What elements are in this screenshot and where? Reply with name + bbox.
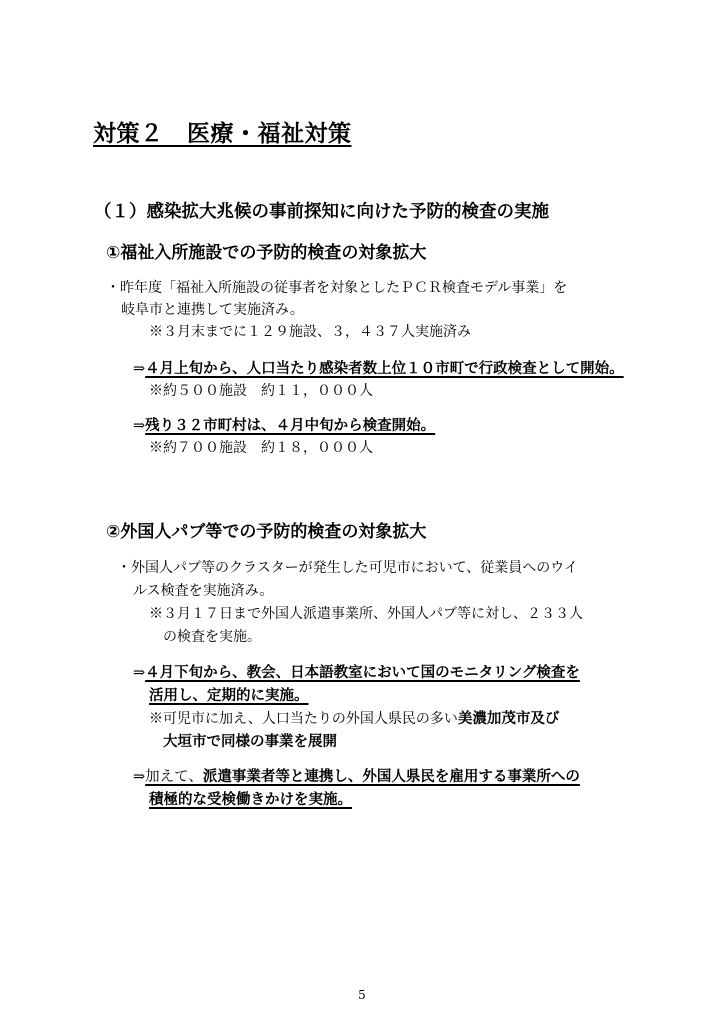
note-text: ※約７００施設 約１８，０００人 (149, 440, 373, 456)
action-text-continued: 積極的な受検働きかけを実施。 (149, 792, 352, 808)
arrow-icon: ⇒ (133, 665, 146, 681)
bullet-text-line: ・昨年度「福祉入所施設の従事者を対象としたＰＣＲ検査モデル事業」を (106, 280, 568, 296)
page-number: 5 (358, 988, 366, 1002)
note-text: ※約５００施設 約１１，０００人 (149, 383, 373, 399)
action-point-2 (133, 765, 580, 786)
bullet-text-line: ルス検査を実施済み。 (133, 583, 274, 599)
section-heading: （１）感染拡大兆候の事前探知に向けた予防的検査の実施 (94, 202, 549, 222)
note-text: ※３月末までに１２９施設、３，４３７人実施済み (149, 324, 471, 340)
action-point-1 (133, 661, 580, 682)
arrow-icon: ⇒ (133, 361, 146, 377)
subsection-heading-foreign-pubs: ②外国人パブ等での予防的検査の対象拡大 (106, 522, 427, 542)
arrow-icon: ⇒ (133, 418, 146, 434)
action-text-continued: 活用し、定期的に実施。 (149, 688, 309, 704)
subsection-heading-welfare: ①福祉入所施設での予防的検査の対象拡大 (106, 243, 427, 263)
note-prefix: ※可児市に加え、人口当たりの外国人県民の多い (149, 711, 458, 727)
note-text: の検査を実施。 (163, 629, 261, 645)
action-point-2 (133, 414, 435, 435)
note-text (149, 707, 559, 728)
action-text: 残り３２市町村は、４月中旬から検査開始。 (145, 418, 436, 434)
action-text: ４月上旬から、人口当たり感染者数上位１０市町で行政検査として開始。 (145, 361, 624, 377)
bullet-text-line: ・外国人パブ等のクラスターが発生した可児市において、従業員へのウイ (117, 560, 578, 576)
action-text: 派遣事業者等と連携し、外国人県民を雇用する事業所への (202, 769, 580, 785)
action-text: ４月下旬から、教会、日本語教室において国のモニタリング検査を (145, 665, 580, 681)
note-highlight: 美濃加茂市及び (457, 711, 560, 727)
note-text: ※３月１７日まで外国人派遣事業所、外国人パブ等に対し、２３３人 (149, 606, 583, 622)
bullet-text-line: 岐阜市と連携して実施済み。 (121, 302, 304, 318)
note-highlight-continued: 大垣市で同様の事業を展開 (163, 734, 337, 750)
action-point-1 (133, 357, 624, 378)
action-prefix: 加えて、 (145, 769, 203, 785)
page-title: 対策２ 医療・福祉対策 (93, 121, 352, 147)
arrow-icon: ⇒ (133, 769, 146, 785)
